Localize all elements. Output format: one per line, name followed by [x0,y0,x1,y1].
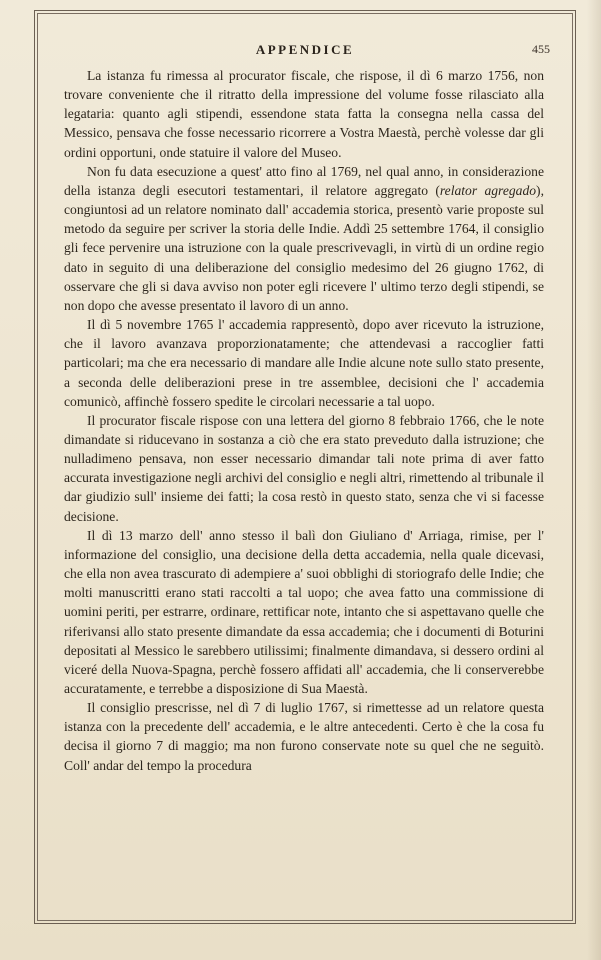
italic-term: relator agregado [439,182,537,198]
paragraph-2-part-2: ), congiuntosi ad un relatore nominato dall' accademia storica, presentò varie proposte sul metodo da seguire per scriver la storia delle Indie. Addì 25 settembre 1764, il consiglio gli fece pervenire una istruzione con la quale prescrivevagli, in virtù di un ordine regio dato in seguito di una deliberazione del consiglio medesimo del 26 giugno 1762, di osservare che gli si dava avviso non poter egli ricevere l' ultimo terzo degli stipendi, se non dopo che avesse presentato il lavoro di un anno. [64,182,544,313]
running-header [60,42,550,60]
body-text [64,66,544,775]
paragraph-2-part-1: Non fu data esecuzione a quest' atto fino al 1769, nel qual anno, in considerazione della istanza degli esecutori testamentari, il relatore aggregato ( [64,163,544,198]
paragraph-3: Il dì 5 novembre 1765 l' accademia rappresentò, dopo aver ricevuto la istruzione, che il lavoro avanzava proporzionatamente; che attendevasi a raccoglier fatti particolari; ma che era necessario di mandare alle Indie alcune note sullo stato presente, a seconda delle deliberazioni prese in tre assemblee, decisioni che l' accademia comunicò, affinchè fossero spedite le circolari necessarie a tal uopo. [64,317,544,409]
paragraph-1: La istanza fu rimessa al procurator fiscale, che rispose, il dì 6 marzo 1756, non trovare conveniente che il ritratto della impressione del volume fosse rilasciato alla legataria: quanto agli stipendi, essendone stata fatta la consegna nella cassa del Messico, pensava che fosse necessario ricorrere a Vostra Maestà, perchè volesse dar gli ordini opportuni, onde statuire il valore del Museo. [64,68,544,160]
paragraph-4: Il procurator fiscale rispose con una lettera del giorno 8 febbraio 1766, che le note dimandate si riducevano in sostanza a ciò che era stato preveduto dalla istruzione; che nulladimeno pensava, non esser necessario dimandar tali note prima di aver fatto accurata investigazione negli archivi del consiglio e negli altri, rimettendo al tribunale il dar giudizio sull' insieme dei fatti; la cosa restò in questo stato, senza che vi si facesse decisione. [64,412,544,524]
page-number: 455 [532,42,550,56]
paragraph-5: Il dì 13 marzo dell' anno stesso il balì don Giuliano d' Arriaga, rimise, per l' informazione del consiglio, una decisione della detta accademia, nella quale dicevasi, che ella non avea trascurato di adempiere a' suoi obblighi di storiografo delle Indie; che molti manuscritti erano stati raccolti a tal uopo; che avea fatto una commissione di uomini periti, per estrarre, ordinare, rettificar note, intanto che si aspettavano quelle che riferivansi allo stato presente dimandate da essa accademia; che i documenti di Boturini depositati al Messico le sarebbero utilissimi; finalmente dimandava, si dessero ordini al viceré della Nuova-Spagna, perchè fossero affidati all' accademia, che li conserverebbe accuratamente, e terrebbe a disposizione di Sua Maestà. [64,527,544,696]
page-edge-shadow [587,0,601,960]
paragraph-6: Il consiglio prescrisse, nel dì 7 di luglio 1767, si rimettesse ad un relatore questa istanza con la precedente dell' accademia, e le altre antecedenti. Certo è che la cosa fu decisa il giorno 7 di maggio; ma non furono conservate note su quel che ne seguitò. Coll' andar del tempo la procedura [64,700,544,773]
running-title: APPENDICE [255,42,355,57]
paragraph-2 [64,162,544,315]
